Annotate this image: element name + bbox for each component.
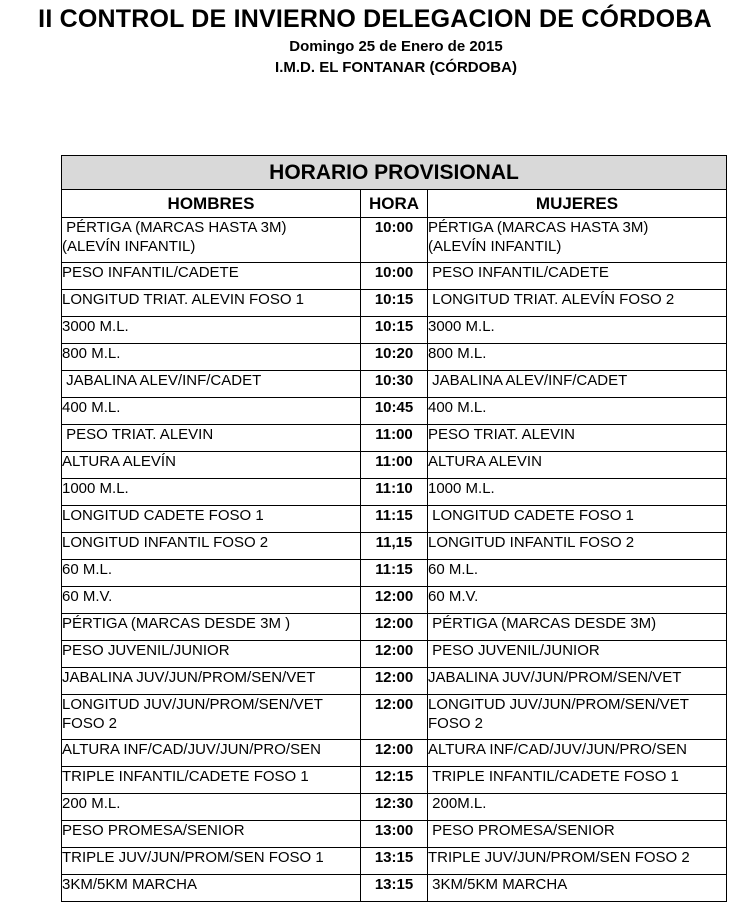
event-time: 10:45 (361, 398, 428, 425)
event-women: LONGITUD TRIAT. ALEVÍN FOSO 2 (428, 290, 727, 317)
event-women: 3000 M.L. (428, 317, 727, 344)
event-men: TRIPLE INFANTIL/CADETE FOSO 1 (62, 767, 361, 794)
table-row (62, 425, 727, 452)
event-time: 10:00 (361, 218, 428, 263)
table-row (62, 533, 727, 560)
event-men: LONGITUD INFANTIL FOSO 2 (62, 533, 361, 560)
event-women: PÉRTIGA (MARCAS HASTA 3M) (ALEVÍN INFANTIL) (428, 218, 727, 263)
table-row (62, 452, 727, 479)
event-time: 12:00 (361, 614, 428, 641)
table-row (62, 668, 727, 695)
table-row (62, 794, 727, 821)
event-time: 13:15 (361, 848, 428, 875)
event-men: PÉRTIGA (MARCAS DESDE 3M ) (62, 614, 361, 641)
table-row (62, 740, 727, 767)
event-time: 10:30 (361, 371, 428, 398)
event-men: PESO PROMESA/SENIOR (62, 821, 361, 848)
event-time: 11,15 (361, 533, 428, 560)
event-time: 11:00 (361, 425, 428, 452)
schedule-table (61, 155, 727, 902)
event-venue: I.M.D. EL FONTANAR (CÓRDOBA) (275, 59, 517, 76)
event-women: JABALINA ALEV/INF/CADET (428, 371, 727, 398)
table-row (62, 479, 727, 506)
table-row (62, 371, 727, 398)
event-women: PESO INFANTIL/CADETE (428, 263, 727, 290)
event-women: PESO TRIAT. ALEVIN (428, 425, 727, 452)
event-women: ALTURA INF/CAD/JUV/JUN/PRO/SEN (428, 740, 727, 767)
event-time: 10:00 (361, 263, 428, 290)
table-row (62, 344, 727, 371)
event-time: 11:00 (361, 452, 428, 479)
table-row (62, 506, 727, 533)
table-row (62, 290, 727, 317)
event-time: 10:15 (361, 317, 428, 344)
event-men: TRIPLE JUV/JUN/PROM/SEN FOSO 1 (62, 848, 361, 875)
table-row (62, 875, 727, 902)
event-men: LONGITUD CADETE FOSO 1 (62, 506, 361, 533)
event-time: 13:15 (361, 875, 428, 902)
schedule-title: HORARIO PROVISIONAL (62, 156, 727, 190)
event-date: Domingo 25 de Enero de 2015 (289, 38, 503, 55)
event-women: JABALINA JUV/JUN/PROM/SEN/VET (428, 668, 727, 695)
event-men: 400 M.L. (62, 398, 361, 425)
event-men: JABALINA ALEV/INF/CADET (62, 371, 361, 398)
table-row (62, 560, 727, 587)
table-row (62, 587, 727, 614)
event-women: 3KM/5KM MARCHA (428, 875, 727, 902)
column-header-men: HOMBRES (62, 190, 361, 218)
event-time: 12:00 (361, 587, 428, 614)
event-women: LONGITUD CADETE FOSO 1 (428, 506, 727, 533)
event-men: ALTURA ALEVÍN (62, 452, 361, 479)
table-row (62, 821, 727, 848)
table-row (62, 317, 727, 344)
event-men: PESO TRIAT. ALEVIN (62, 425, 361, 452)
table-row (62, 695, 727, 740)
event-men: 200 M.L. (62, 794, 361, 821)
table-row (62, 614, 727, 641)
event-women: LONGITUD JUV/JUN/PROM/SEN/VET FOSO 2 (428, 695, 727, 740)
table-row (62, 767, 727, 794)
event-women: 400 M.L. (428, 398, 727, 425)
event-time: 12:30 (361, 794, 428, 821)
event-women: 60 M.V. (428, 587, 727, 614)
event-women: 200M.L. (428, 794, 727, 821)
event-women: TRIPLE JUV/JUN/PROM/SEN FOSO 2 (428, 848, 727, 875)
event-men: LONGITUD JUV/JUN/PROM/SEN/VET FOSO 2 (62, 695, 361, 740)
event-time: 11:10 (361, 479, 428, 506)
event-time: 10:15 (361, 290, 428, 317)
event-time: 12:00 (361, 641, 428, 668)
table-row (62, 263, 727, 290)
column-header-time: HORA (361, 190, 428, 218)
event-women: PESO JUVENIL/JUNIOR (428, 641, 727, 668)
event-time: 13:00 (361, 821, 428, 848)
event-time: 12:00 (361, 740, 428, 767)
event-men: 1000 M.L. (62, 479, 361, 506)
event-men: PESO JUVENIL/JUNIOR (62, 641, 361, 668)
event-men: ALTURA INF/CAD/JUV/JUN/PRO/SEN (62, 740, 361, 767)
event-men: PESO INFANTIL/CADETE (62, 263, 361, 290)
table-row (62, 398, 727, 425)
event-time: 11:15 (361, 506, 428, 533)
event-time: 12:15 (361, 767, 428, 794)
page-title: II CONTROL DE INVIERNO DELEGACION DE CÓRDOBA (38, 5, 712, 33)
event-women: PÉRTIGA (MARCAS DESDE 3M) (428, 614, 727, 641)
event-men: 3000 M.L. (62, 317, 361, 344)
event-men: JABALINA JUV/JUN/PROM/SEN/VET (62, 668, 361, 695)
event-women: ALTURA ALEVIN (428, 452, 727, 479)
event-women: 1000 M.L. (428, 479, 727, 506)
event-men: 3KM/5KM MARCHA (62, 875, 361, 902)
event-women: 800 M.L. (428, 344, 727, 371)
event-time: 12:00 (361, 668, 428, 695)
column-header-women: MUJERES (428, 190, 727, 218)
schedule-body (62, 218, 727, 902)
table-row (62, 848, 727, 875)
event-time: 11:15 (361, 560, 428, 587)
table-row (62, 218, 727, 263)
event-men: 60 M.L. (62, 560, 361, 587)
event-time: 10:20 (361, 344, 428, 371)
event-women: TRIPLE INFANTIL/CADETE FOSO 1 (428, 767, 727, 794)
event-men: PÉRTIGA (MARCAS HASTA 3M) (ALEVÍN INFANTIL) (62, 218, 361, 263)
event-men: 800 M.L. (62, 344, 361, 371)
event-women: PESO PROMESA/SENIOR (428, 821, 727, 848)
event-women: LONGITUD INFANTIL FOSO 2 (428, 533, 727, 560)
table-row (62, 641, 727, 668)
event-women: 60 M.L. (428, 560, 727, 587)
event-time: 12:00 (361, 695, 428, 740)
event-men: 60 M.V. (62, 587, 361, 614)
event-men: LONGITUD TRIAT. ALEVIN FOSO 1 (62, 290, 361, 317)
